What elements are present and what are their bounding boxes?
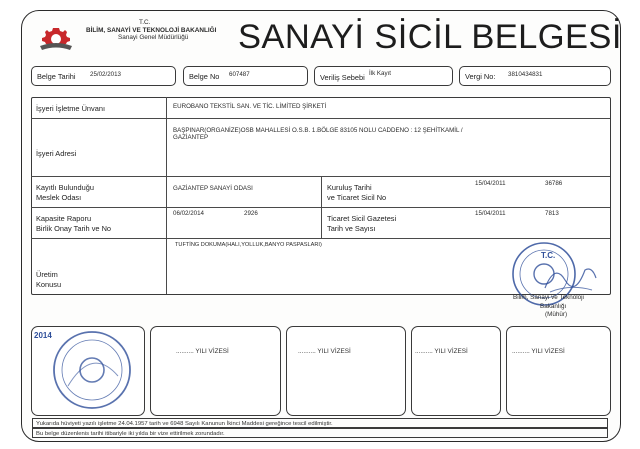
stamp-caption-line-1: Bilim, Sanayi ve Teknoloji [513,294,584,301]
vize-box-3 [411,326,501,416]
vize-box-4 [506,326,611,416]
belge-no-value: 607487 [229,71,250,78]
oda-value: GAZİANTEP SANAYİ ODASI [173,185,253,192]
unvan-value: EUROBANO TEKSTİL SAN. VE TİC. LİMİTED ŞİRKETİ [173,103,327,110]
signature-main [540,258,600,298]
kapasite-label-line-1: Kapasite Raporu [36,214,92,223]
belge-tarihi-value: 25/02/2013 [90,71,121,78]
verilis-sebebi-value: İlk Kayıt [369,70,392,77]
gazete-tarih: 15/04/2011 [475,210,506,217]
belge-tarihi-box [31,66,176,86]
kurulus-no: 36786 [545,180,563,187]
vergi-no-label: Vergi No: [465,72,496,81]
ministry-header [86,19,216,42]
page-title: SANAYİ SİCİL BELGESİ [238,18,622,56]
verilis-sebebi-label: Veriliş Sebebi [320,73,365,82]
adres-line-1: BAŞPINAR(ORGANİZE)OSB MAHALLESİ O.S.B. 1.BÖLGE 83105 NOLU CADDENO : 12 ŞEHİTKAMİL / [173,127,463,134]
belge-no-label: Belge No [189,72,220,81]
oda-label-line-1: Kayıtlı Bulunduğu [36,183,94,192]
vize-3-label: .......... YILI VİZESİ [415,348,468,355]
vize-stamp-year: 2014 [34,331,52,340]
oda-label-line-2: Meslek Odası [36,193,82,202]
gazete-sayi: 7813 [545,210,559,217]
belge-no-box [183,66,308,86]
gazete-label-line-1: Ticaret Sicil Gazetesi [327,214,397,223]
stamp-caption-line-2: Bakanlığı [540,303,567,310]
uretim-label-line-1: Üretim [36,270,58,279]
uretim-value: TUFTİNG DOKUMA(HALI,YOLLUK,BANYO PASPASLARI) [175,242,322,248]
kapasite-label-line-2: Birlik Onay Tarih ve No [36,224,112,233]
vergi-no-value: 3810434831 [508,71,543,78]
department-name: Sanayi Genel Müdürlüğü [118,34,189,42]
stamp-tc: T.C. [541,251,556,260]
adres-line-2: GAZİANTEP [173,134,209,141]
ministry-gear-logo-icon [36,20,76,58]
vergi-no-box [459,66,611,86]
adres-label: İşyeri Adresi [36,149,77,158]
tc-label: T.C. [139,19,151,26]
kurulus-label-line-2: ve Ticaret Sicil No [327,193,387,202]
kapasite-no: 2926 [244,210,258,217]
vize-2-label: .......... YILI VİZESİ [298,348,351,355]
uretim-label-line-2: Konusu [36,280,62,289]
vize-box-2 [286,326,406,416]
ministry-name: BİLİM, SANAYİ VE TEKNOLOJİ BAKANLIĞI [86,26,217,34]
kapasite-tarih: 06/02/2014 [173,210,204,217]
kurulus-label-line-1: Kuruluş Tarihi [327,183,372,192]
gazete-label-line-2: Tarih ve Sayısı [327,224,376,233]
vize-box-1 [150,326,281,416]
vize-1-label: .......... YILI VİZESİ [176,348,229,355]
footer-note-1: Yukarıda hüviyeti yazılı işletme 24.04.1957 tarih ve 6948 Sayılı Kanunun İkinci Maddesi gereğince tescil edilmiştir. [32,418,608,428]
stamp-caption-line-3: (Mühür) [545,311,568,318]
belge-tarihi-label: Belge Tarihi [37,72,76,81]
vize-4-label: .......... YILI VİZESİ [512,348,565,355]
kurulus-tarih: 15/04/2011 [475,180,506,187]
footer-note-2: Bu belge düzenlenis tarihi itibariyle iki yılda bir vize ettirilmek zorundadır. [32,428,608,438]
vize-stamp [48,326,136,414]
unvan-label: İşyeri İşletme Ünvanı [36,104,106,113]
verilis-sebebi-box [314,66,453,86]
